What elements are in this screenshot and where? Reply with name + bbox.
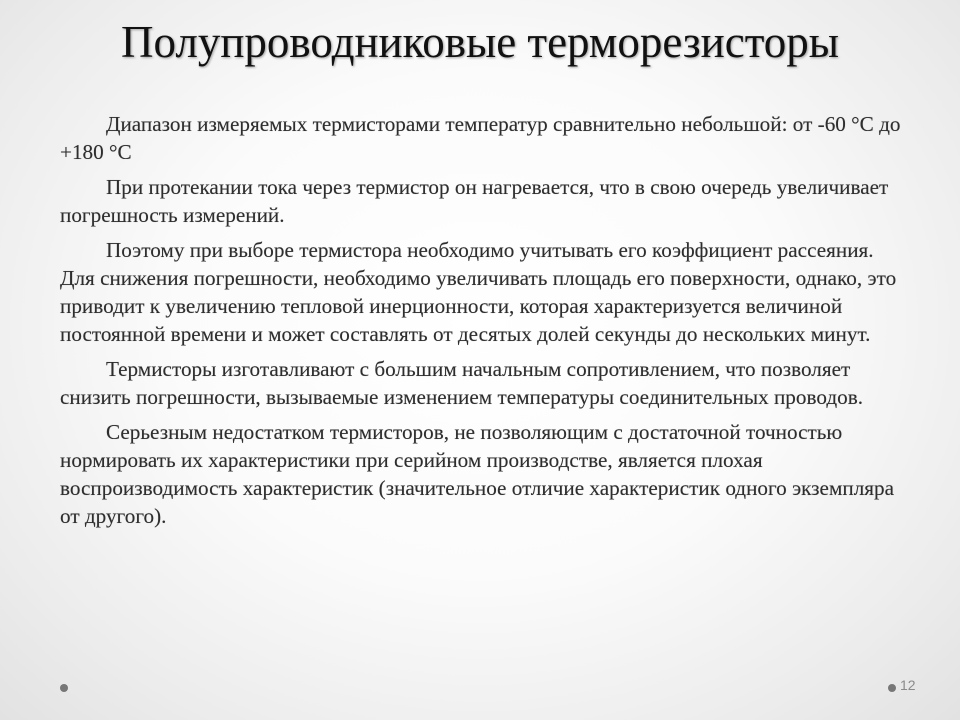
slide-body: [60, 110, 912, 537]
slide-title: Полупроводниковые терморезисторы: [120, 17, 840, 67]
paragraph-dissipation-coefficient: Поэтому при выборе термистора необходимо учитывать его коэффициент рассеяния. Для снижения погрешности, необходимо увеличивать площадь его поверхности, однако, это приводит к увеличению тепловой инерционности, которая характеризуется величиной постоянной времени и может составлять от десятых долей секунды до нескольких минут.: [60, 238, 897, 346]
paragraph-initial-resistance: Термисторы изготавливают с большим начальным сопротивлением, что позволяет снизить погрешности, вызываемые изменением температуры соединительных проводов.: [60, 357, 864, 409]
page-number: 12: [900, 677, 916, 693]
paragraph-self-heating: При протекании тока через термистор он нагревается, что в свою очередь увеличивает погрешность измерений.: [60, 175, 889, 227]
bullet-dot-left: [60, 684, 68, 692]
bullet-dot-right: [888, 684, 896, 692]
paragraph-temperature-range: Диапазон измеряемых термисторами температур сравнительно небольшой: от -60 °С до +180 °С: [60, 112, 901, 164]
paragraph-reproducibility-drawback: Серьезным недостатком термисторов, не позволяющим с достаточной точностью нормировать их характеристики при серийном производстве, является плохая воспроизводимость характеристик (значительное отличие характеристик одного экземпляра от другого).: [60, 420, 895, 528]
